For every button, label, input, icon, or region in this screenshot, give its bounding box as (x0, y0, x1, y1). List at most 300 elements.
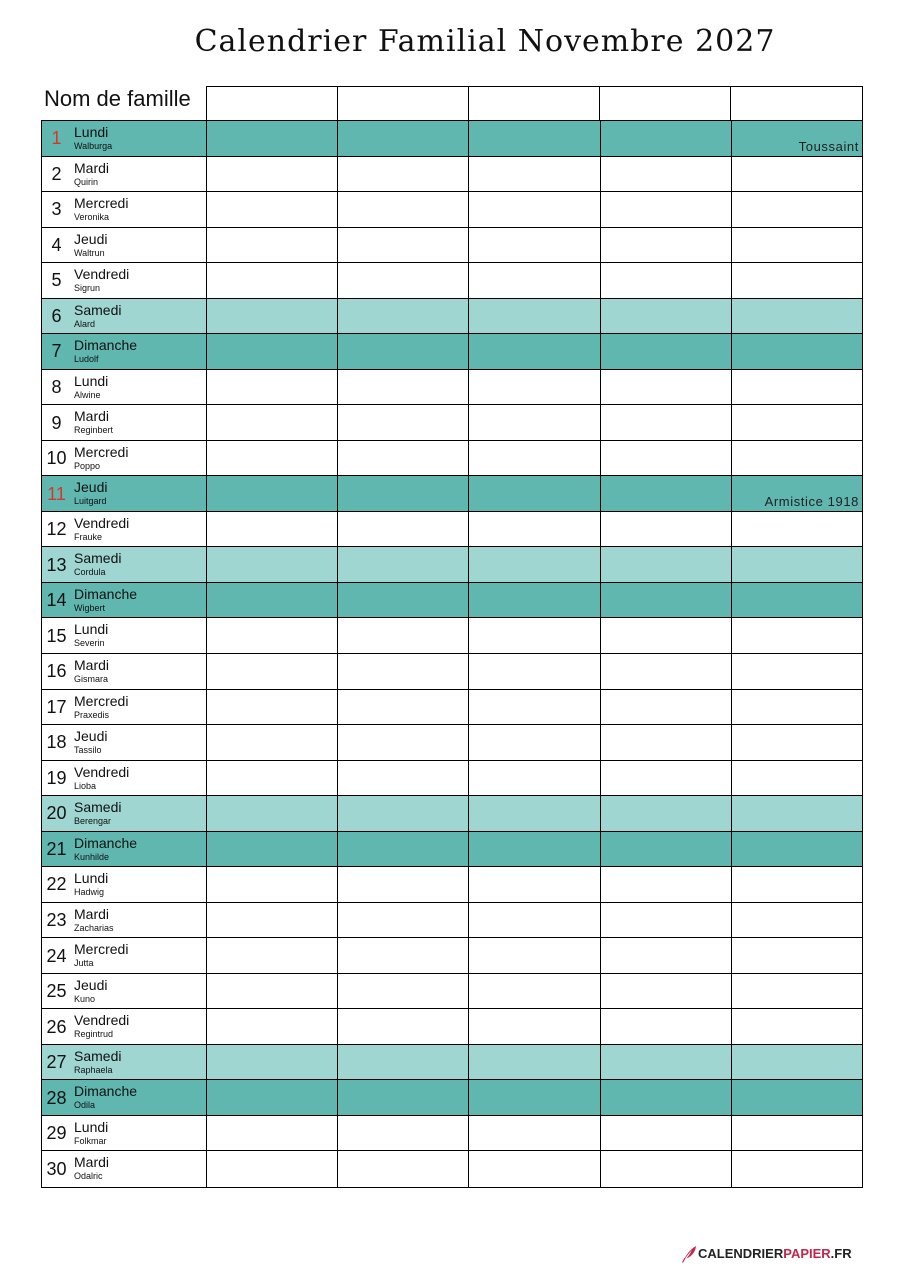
note-cell (731, 1080, 862, 1115)
page-title: Calendrier Familial Novembre 2027 (194, 24, 776, 59)
day-label-cell (42, 938, 206, 973)
saint-name: Tassilo (74, 745, 102, 756)
day-label-cell (42, 263, 206, 298)
note-cell (206, 405, 337, 440)
note-cell (600, 761, 731, 796)
day-row (42, 974, 862, 1010)
day-name: Mercredi (74, 195, 129, 212)
note-cell (600, 370, 731, 405)
note-cell (600, 157, 731, 192)
note-cell (468, 938, 599, 973)
day-row (42, 1045, 862, 1081)
day-row (42, 192, 862, 228)
note-cell (600, 796, 731, 831)
note-cell (337, 583, 468, 618)
note-cell (468, 512, 599, 547)
note-cell (468, 157, 599, 192)
note-cell (337, 121, 468, 156)
saint-name: Gismara (74, 673, 109, 684)
note-cell (468, 1080, 599, 1115)
note-cell (337, 263, 468, 298)
note-cell (731, 867, 862, 902)
note-cell (468, 583, 599, 618)
day-label-cell (42, 441, 206, 476)
day-label-cell (42, 867, 206, 902)
note-cell (206, 867, 337, 902)
day-name: Mercredi (74, 941, 129, 958)
day-row (42, 796, 862, 832)
holiday-label: Armistice 1918 (764, 493, 859, 509)
note-cell (206, 121, 337, 156)
note-cell (600, 405, 731, 440)
day-name: Dimanche (74, 337, 138, 354)
saint-name: Berengar (74, 816, 112, 827)
note-cell (600, 867, 731, 902)
day-row (42, 121, 862, 157)
day-number: 13 (46, 554, 67, 575)
day-label-cell (42, 512, 206, 547)
note-cell (468, 618, 599, 653)
day-label-cell (42, 121, 206, 156)
saint-name: Frauke (74, 531, 103, 542)
note-cell (206, 547, 337, 582)
day-label-cell (42, 618, 206, 653)
day-row (42, 690, 862, 726)
note-cell (206, 299, 337, 334)
day-name: Mercredi (74, 443, 129, 460)
note-cell (731, 512, 862, 547)
day-row (42, 157, 862, 193)
day-name: Jeudi (74, 230, 108, 247)
logo-text-accent: PAPIER (783, 1246, 831, 1261)
day-label-cell (42, 1116, 206, 1151)
note-cell (206, 618, 337, 653)
logo-text-part: CALENDRIER (698, 1246, 784, 1261)
note-cell (468, 1009, 599, 1044)
note-cell (600, 121, 731, 156)
day-label-cell (42, 583, 206, 618)
note-cell (468, 370, 599, 405)
note-cell (206, 974, 337, 1009)
family-member-header-cell (469, 87, 600, 120)
note-cell (337, 334, 468, 369)
note-cell (337, 1080, 468, 1115)
day-name: Vendredi (74, 266, 130, 283)
day-name: Dimanche (74, 1083, 138, 1100)
note-cell (468, 832, 599, 867)
note-cell (468, 796, 599, 831)
day-row (42, 1116, 862, 1152)
day-number: 2 (51, 163, 62, 184)
saint-name: Odalric (74, 1171, 103, 1182)
day-number: 27 (46, 1052, 67, 1073)
note-cell (337, 974, 468, 1009)
day-row (42, 334, 862, 370)
note-cell (337, 903, 468, 938)
day-name: Mardi (74, 159, 110, 176)
note-cell (600, 583, 731, 618)
note-cell (600, 299, 731, 334)
note-cell (468, 405, 599, 440)
note-cell (468, 263, 599, 298)
note-cell (600, 334, 731, 369)
note-cell (600, 1116, 731, 1151)
note-cell (731, 157, 862, 192)
day-row (42, 725, 862, 761)
note-cell (600, 192, 731, 227)
note-cell (731, 761, 862, 796)
note-cell (206, 1045, 337, 1080)
note-cell (731, 299, 862, 334)
note-cell (206, 1116, 337, 1151)
day-name: Lundi (74, 372, 109, 389)
saint-name: Luitgard (74, 496, 107, 507)
saint-name: Sigrun (74, 283, 101, 294)
site-logo (681, 1244, 852, 1264)
day-name: Mardi (74, 408, 110, 425)
note-cell (731, 121, 862, 156)
note-cell (468, 192, 599, 227)
note-cell (337, 1045, 468, 1080)
day-number: 1 (51, 128, 62, 149)
day-label-cell (42, 725, 206, 760)
note-cell (468, 334, 599, 369)
day-label-cell (42, 476, 206, 511)
day-label-cell (42, 1080, 206, 1115)
day-number: 29 (46, 1123, 67, 1144)
day-label-cell (42, 1009, 206, 1044)
saint-name: Kuno (74, 993, 96, 1004)
day-number: 22 (46, 874, 67, 895)
day-number: 9 (51, 412, 62, 433)
note-cell (731, 583, 862, 618)
note-cell (337, 867, 468, 902)
note-cell (600, 1151, 731, 1187)
note-cell (337, 405, 468, 440)
note-cell (337, 512, 468, 547)
note-cell (337, 761, 468, 796)
day-name: Jeudi (74, 479, 108, 496)
note-cell (731, 618, 862, 653)
day-number: 7 (51, 341, 62, 362)
note-cell (468, 903, 599, 938)
day-number: 16 (46, 661, 67, 682)
note-cell (600, 654, 731, 689)
note-cell (731, 796, 862, 831)
day-label-cell (42, 690, 206, 725)
day-number: 26 (46, 1016, 67, 1037)
saint-name: Reginbert (74, 425, 114, 436)
day-number: 6 (51, 305, 62, 326)
note-cell (337, 299, 468, 334)
day-label-cell (42, 228, 206, 263)
saint-name: Veronika (74, 212, 110, 223)
saint-name: Raphaela (74, 1064, 113, 1075)
note-cell (600, 263, 731, 298)
note-cell (337, 441, 468, 476)
note-cell (337, 1151, 468, 1187)
note-cell (206, 761, 337, 796)
day-number: 15 (46, 625, 67, 646)
note-cell (600, 228, 731, 263)
family-member-header-cell (338, 87, 469, 120)
day-name: Mardi (74, 905, 110, 922)
day-row (42, 903, 862, 939)
note-cell (468, 441, 599, 476)
note-cell (206, 441, 337, 476)
day-row (42, 1080, 862, 1116)
note-cell (206, 476, 337, 511)
day-row (42, 228, 862, 264)
day-name: Samedi (74, 550, 122, 567)
day-row (42, 654, 862, 690)
day-row (42, 1151, 862, 1187)
note-cell (600, 441, 731, 476)
note-cell (206, 938, 337, 973)
note-cell (468, 867, 599, 902)
note-cell (337, 938, 468, 973)
note-cell (337, 547, 468, 582)
note-cell (468, 725, 599, 760)
saint-name: Hadwig (74, 887, 105, 898)
note-cell (600, 512, 731, 547)
note-cell (731, 1009, 862, 1044)
day-number: 24 (46, 945, 67, 966)
note-cell (731, 263, 862, 298)
note-cell (600, 832, 731, 867)
day-row (42, 299, 862, 335)
note-cell (600, 547, 731, 582)
saint-name: Kunhilde (74, 851, 110, 862)
day-label-cell (42, 974, 206, 1009)
day-name: Vendredi (74, 514, 130, 531)
note-cell (206, 832, 337, 867)
day-row (42, 512, 862, 548)
day-row (42, 476, 862, 512)
note-cell (206, 725, 337, 760)
day-row (42, 370, 862, 406)
note-cell (468, 1045, 599, 1080)
day-number: 4 (51, 234, 62, 255)
note-cell (731, 1045, 862, 1080)
note-cell (206, 654, 337, 689)
day-name: Dimanche (74, 834, 138, 851)
note-cell (731, 405, 862, 440)
note-cell (731, 690, 862, 725)
day-name: Lundi (74, 621, 109, 638)
day-number: 28 (46, 1087, 67, 1108)
note-cell (337, 832, 468, 867)
note-cell (731, 476, 862, 511)
note-cell (600, 618, 731, 653)
note-cell (731, 1116, 862, 1151)
note-cell (468, 690, 599, 725)
saint-name: Odila (74, 1100, 96, 1111)
note-cell (731, 228, 862, 263)
feather-icon (681, 1245, 697, 1263)
note-cell (206, 690, 337, 725)
note-cell (337, 370, 468, 405)
note-cell (468, 299, 599, 334)
note-cell (468, 228, 599, 263)
day-name: Mardi (74, 656, 110, 673)
note-cell (731, 192, 862, 227)
day-row (42, 405, 862, 441)
note-cell (600, 476, 731, 511)
day-label-cell (42, 299, 206, 334)
note-cell (206, 263, 337, 298)
day-row (42, 618, 862, 654)
note-cell (600, 974, 731, 1009)
note-cell (337, 1009, 468, 1044)
note-cell (206, 228, 337, 263)
note-cell (337, 192, 468, 227)
note-cell (337, 476, 468, 511)
holiday-label: Toussaint (798, 138, 859, 154)
day-label-cell (42, 370, 206, 405)
note-cell (206, 1009, 337, 1044)
calendar-grid (41, 120, 863, 1188)
family-member-header (206, 86, 863, 120)
day-number: 19 (46, 767, 67, 788)
day-row (42, 1009, 862, 1045)
note-cell (731, 832, 862, 867)
day-row (42, 441, 862, 477)
day-name: Mardi (74, 1154, 110, 1171)
day-label-cell (42, 654, 206, 689)
day-number: 10 (46, 448, 67, 469)
note-cell (206, 512, 337, 547)
day-number: 5 (51, 270, 62, 291)
day-label-cell (42, 832, 206, 867)
note-cell (600, 1009, 731, 1044)
note-cell (468, 547, 599, 582)
logo-text-part: .FR (830, 1246, 852, 1261)
day-label-cell (42, 192, 206, 227)
note-cell (206, 1080, 337, 1115)
day-row (42, 867, 862, 903)
day-number: 21 (46, 838, 67, 859)
day-row (42, 938, 862, 974)
day-number: 30 (46, 1159, 67, 1180)
day-label-cell (42, 334, 206, 369)
note-cell (731, 1151, 862, 1187)
note-cell (731, 370, 862, 405)
note-cell (337, 228, 468, 263)
note-cell (206, 370, 337, 405)
day-name: Lundi (74, 1118, 109, 1135)
note-cell (206, 157, 337, 192)
day-name: Lundi (74, 124, 109, 140)
day-number: 23 (46, 909, 67, 930)
day-label-cell (42, 903, 206, 938)
day-number: 25 (46, 981, 67, 1002)
saint-name: Ludolf (74, 354, 99, 365)
day-label-cell (42, 547, 206, 582)
note-cell (731, 938, 862, 973)
saint-name: Zacharias (74, 922, 114, 933)
day-name: Samedi (74, 301, 122, 318)
note-cell (731, 725, 862, 760)
day-name: Samedi (74, 1047, 122, 1064)
note-cell (600, 938, 731, 973)
day-name: Jeudi (74, 728, 108, 745)
day-label-cell (42, 157, 206, 192)
day-name: Lundi (74, 870, 109, 887)
day-row (42, 547, 862, 583)
note-cell (206, 334, 337, 369)
saint-name: Walburga (74, 141, 113, 151)
day-name: Samedi (74, 799, 122, 816)
note-cell (337, 1116, 468, 1151)
note-cell (337, 690, 468, 725)
day-label-cell (42, 796, 206, 831)
day-row (42, 761, 862, 797)
family-member-header-cell (207, 87, 338, 120)
day-number: 3 (51, 199, 62, 220)
note-cell (468, 654, 599, 689)
note-cell (337, 796, 468, 831)
saint-name: Poppo (74, 460, 101, 471)
day-name: Dimanche (74, 585, 138, 602)
note-cell (468, 121, 599, 156)
day-label-cell (42, 1151, 206, 1187)
day-name: Vendredi (74, 763, 130, 780)
day-name: Mercredi (74, 692, 129, 709)
saint-name: Cordula (74, 567, 106, 578)
day-label-cell (42, 1045, 206, 1080)
saint-name: Alard (74, 318, 96, 329)
day-label-cell (42, 405, 206, 440)
saint-name: Praxedis (74, 709, 110, 720)
saint-name: Jutta (74, 958, 94, 969)
day-name: Vendredi (74, 1012, 130, 1029)
note-cell (468, 1116, 599, 1151)
note-cell (468, 1151, 599, 1187)
note-cell (206, 903, 337, 938)
family-member-header-cell (600, 87, 731, 120)
day-number: 17 (46, 696, 67, 717)
saint-name: Quirin (74, 176, 99, 187)
note-cell (206, 192, 337, 227)
saint-name: Alwine (74, 389, 101, 400)
note-cell (468, 974, 599, 1009)
day-row (42, 583, 862, 619)
family-name-label: Nom de famille (44, 86, 191, 111)
note-cell (731, 547, 862, 582)
day-number: 20 (46, 803, 67, 824)
note-cell (600, 1080, 731, 1115)
note-cell (731, 441, 862, 476)
note-cell (468, 476, 599, 511)
saint-name: Regintrud (74, 1029, 114, 1040)
note-cell (731, 903, 862, 938)
saint-name: Severin (74, 638, 105, 649)
saint-name: Wigbert (74, 602, 106, 613)
note-cell (337, 618, 468, 653)
note-cell (206, 583, 337, 618)
family-member-header-cell (731, 87, 862, 120)
note-cell (731, 654, 862, 689)
day-number: 18 (46, 732, 67, 753)
note-cell (337, 654, 468, 689)
day-name: Jeudi (74, 976, 108, 993)
saint-name: Lioba (74, 780, 97, 791)
day-row (42, 832, 862, 868)
day-number: 11 (47, 483, 66, 504)
note-cell (600, 903, 731, 938)
day-number: 8 (51, 376, 62, 397)
